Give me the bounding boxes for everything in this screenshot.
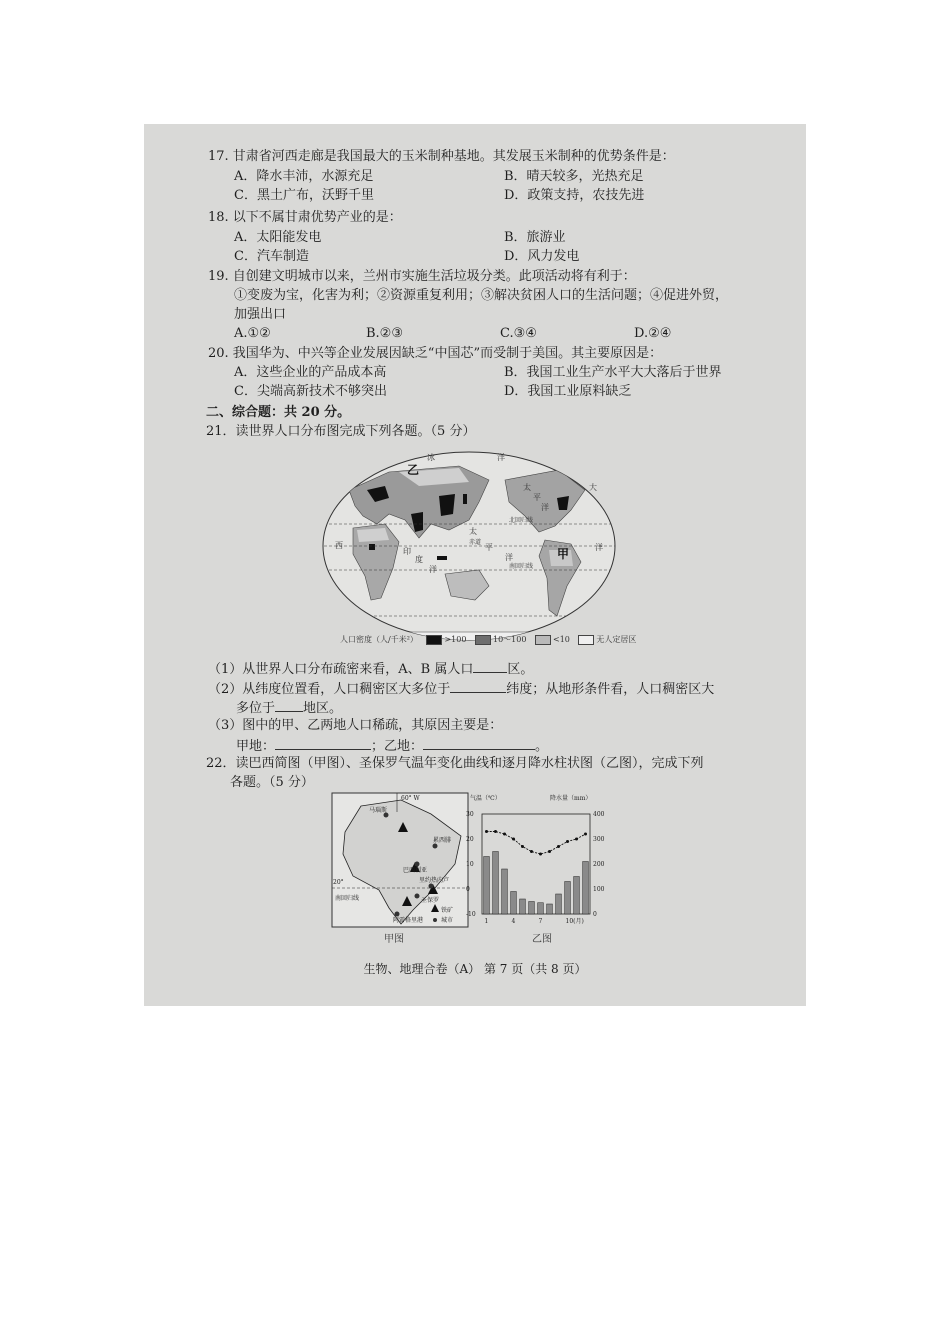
map-ocean-label: 洋 <box>505 553 513 562</box>
q22-stem-line1: 22．读巴西简图（甲图）、圣保罗气温年变化曲线和逐月降水柱状图（乙图），完成下列 <box>206 756 704 771</box>
map-legend <box>340 634 636 645</box>
precip-bar <box>574 877 580 915</box>
dense-japan <box>463 494 467 504</box>
month-tick-label: 7 <box>538 918 543 925</box>
climate-chart-caption: 乙图 <box>532 934 552 945</box>
temperature-point <box>575 838 578 841</box>
dense-java <box>437 556 447 560</box>
precip-tick-label: 400 <box>593 811 605 818</box>
q21-sub1: （1）从世界人口分布疏密来看，A、B 属人口 区。 <box>208 662 534 677</box>
q19-stem: 19. 自创建文明城市以来，兰州市实施生活垃圾分类。此项活动将有利于： <box>208 269 636 284</box>
q21-sub3-line2: 甲地： ；乙地： 。 <box>236 739 549 754</box>
city-label: 马瑙斯 <box>369 807 388 814</box>
tropic-of-cancer-label: 北回归线 <box>509 517 534 524</box>
legend-iron-label: 铁矿 <box>441 907 454 914</box>
map-ocean-label: 太 <box>523 483 531 492</box>
q17-option-c: C．黑土广布，沃野千里 <box>234 188 374 203</box>
tropic-of-capricorn-label: 南回归线 <box>509 563 534 570</box>
city-label: 累西腓 <box>433 837 452 844</box>
temperature-point <box>539 853 542 856</box>
brazil-map-caption: 甲图 <box>384 934 404 945</box>
temperature-point <box>584 833 587 836</box>
map-ocean-label: 洋 <box>429 565 437 574</box>
q21-stem: 21．读世界人口分布图完成下列各题。（5 分） <box>206 424 476 439</box>
q19-option-d: D.②④ <box>634 326 672 341</box>
legend-swatch-sparse <box>535 635 551 645</box>
page-footer: 生物、地理合卷（A） 第 7 页（共 8 页） <box>363 962 587 976</box>
sparse-sahara <box>357 528 389 542</box>
precip-bar <box>502 869 508 914</box>
q20-stem: 20. 我国华为、中兴等企业发展因缺乏“中国芯”而受制于美国。其主要原因是： <box>208 346 663 361</box>
month-tick-label: 1 <box>484 918 489 925</box>
map-ocean-label: 平 <box>485 543 493 552</box>
q18-option-c: C．汽车制造 <box>234 249 309 264</box>
month-tick-label: 4 <box>511 918 516 925</box>
precip-bar <box>565 882 571 915</box>
precip-bar <box>511 892 517 915</box>
temperature-point <box>485 830 488 833</box>
map-ocean-label: 平 <box>533 493 541 502</box>
q18-option-a: A．太阳能发电 <box>234 230 322 245</box>
longitude-label: 60° W <box>401 795 420 802</box>
section-2-heading: 二、综合题：共 20 分。 <box>206 405 351 420</box>
temperature-point <box>521 845 524 848</box>
temperature-point <box>512 838 515 841</box>
q17-stem: 17. 甘肃省河西走廊是我国最大的玉米制种基地。其发展玉米制种的优势条件是： <box>208 149 675 164</box>
equator-label: 赤道 <box>469 539 482 546</box>
precip-axis-label: 降水量（mm） <box>550 795 592 802</box>
temperature-point <box>557 845 560 848</box>
map-ocean-label: 大 <box>589 483 597 492</box>
q18-option-d: D．风力发电 <box>504 249 580 264</box>
latitude-label: 20° <box>333 879 344 886</box>
sao-paulo-climate-chart <box>464 792 614 928</box>
precip-tick-label: 100 <box>593 886 605 893</box>
map-ocean-label: 太 <box>469 527 477 536</box>
city-marker <box>415 862 420 867</box>
brazil-map <box>331 792 469 928</box>
city-marker <box>395 912 400 917</box>
precip-bar <box>529 902 535 915</box>
city-label: 阿雷格里港 <box>393 917 424 924</box>
legend-swatch-none <box>578 635 594 645</box>
q20-option-d: D．我国工业原料缺乏 <box>504 384 632 399</box>
q18-option-b: B．旅游业 <box>504 230 566 245</box>
precip-bar <box>493 852 499 915</box>
temp-tick-label: 20 <box>466 836 474 843</box>
answer-blank-yi[interactable] <box>423 737 535 750</box>
city-marker <box>433 844 438 849</box>
q21-sub3: （3）图中的甲、乙两地人口稀疏，其原因主要是： <box>208 718 503 733</box>
q20-option-a: A．这些企业的产品成本高 <box>234 365 387 380</box>
city-label: 里约热内卢 <box>419 877 450 884</box>
map-ocean-label: 印 <box>403 547 411 556</box>
answer-blank[interactable] <box>450 680 506 693</box>
dense-nigeria <box>369 544 375 550</box>
precip-bar <box>520 899 526 914</box>
q21-sub2-line2: 多位于 地区。 <box>236 701 343 716</box>
map-label-jia: 甲 <box>557 547 570 561</box>
q17-option-d: D．政策支持，农技先进 <box>504 188 645 203</box>
precip-tick-label: 300 <box>593 836 605 843</box>
precip-tick-label: 0 <box>593 911 597 918</box>
temperature-point <box>530 850 533 853</box>
precip-bar <box>538 903 544 914</box>
q19-items-line1: ①变废为宝，化害为利；②资源重复利用；③解决贫困人口的生活问题；④促进外贸， <box>234 288 729 303</box>
q19-option-c: C.③④ <box>500 326 537 341</box>
city-label: 圣保罗 <box>421 897 440 904</box>
temp-axis-label: 气温（℃） <box>470 795 501 802</box>
temperature-point <box>566 840 569 843</box>
temperature-line <box>487 832 586 855</box>
map-ocean-label: 洋 <box>595 543 603 552</box>
map-ocean-label: 西 <box>335 541 343 550</box>
map-label-yi: 乙 <box>407 463 420 477</box>
legend-city-label: 城市 <box>441 917 454 924</box>
legend-swatch-medium <box>475 635 491 645</box>
legend-city-symbol <box>433 918 437 922</box>
legend-medium: 10～100 <box>492 635 527 644</box>
world-population-map <box>319 450 619 650</box>
q17-option-a: A．降水丰沛，水源充足 <box>234 169 374 184</box>
precip-bar <box>484 857 490 915</box>
q22-stem-line2: 各题。（5 分） <box>230 775 314 790</box>
dense-east-china <box>439 494 455 516</box>
month-tick-label: 10(月) <box>565 918 584 925</box>
map-ocean-label: 度 <box>415 555 423 564</box>
legend-swatch-dense <box>426 635 442 645</box>
temp-tick-label: 0 <box>466 886 470 893</box>
city-marker <box>415 894 420 899</box>
q20-option-c: C．尖端高新技术不够突出 <box>234 384 387 399</box>
q19-option-a: A.①② <box>234 326 271 341</box>
exam-paper <box>144 124 806 1006</box>
legend-dense: >100 <box>444 635 467 644</box>
city-marker <box>429 884 434 889</box>
temperature-point <box>494 830 497 833</box>
precip-tick-label: 200 <box>593 861 605 868</box>
temp-tick-label: 10 <box>466 861 474 868</box>
tropic-label: 南回归线 <box>335 895 360 902</box>
precip-bar <box>547 904 553 914</box>
city-label: 巴西利亚 <box>403 867 428 874</box>
legend-sparse: <10 <box>552 635 570 644</box>
q20-option-b: B．我国工业生产水平大大落后于世界 <box>504 365 722 380</box>
q17-option-b: B．晴天较多，光热充足 <box>504 169 644 184</box>
q19-option-b: B.②③ <box>366 326 403 341</box>
map-ocean-label: 洋 <box>541 503 549 512</box>
answer-blank[interactable] <box>473 660 507 673</box>
temp-tick-label: -10 <box>466 911 476 918</box>
q18-stem: 18. 以下不属甘肃优势产业的是： <box>208 210 402 225</box>
answer-blank[interactable] <box>275 699 303 712</box>
map-ocean-label: 洋 <box>497 453 505 462</box>
q21-sub2: （2）从纬度位置看，人口稠密区大多位于 纬度；从地形条件看，人口稠密区大 <box>208 682 715 697</box>
legend-title: 人口密度（人/千米²） <box>340 635 418 644</box>
precip-bar <box>583 862 589 915</box>
map-ocean-label: 冰 <box>427 453 435 462</box>
q19-items-line2: 加强出口 <box>234 307 287 322</box>
legend-none: 无人定居区 <box>596 635 637 644</box>
temp-tick-label: 30 <box>466 811 474 818</box>
temperature-point <box>548 850 551 853</box>
none-greenland <box>569 464 599 480</box>
precip-bar <box>556 894 562 914</box>
temperature-point <box>503 833 506 836</box>
answer-blank-jia[interactable] <box>275 737 371 750</box>
dense-us-east <box>557 496 569 510</box>
